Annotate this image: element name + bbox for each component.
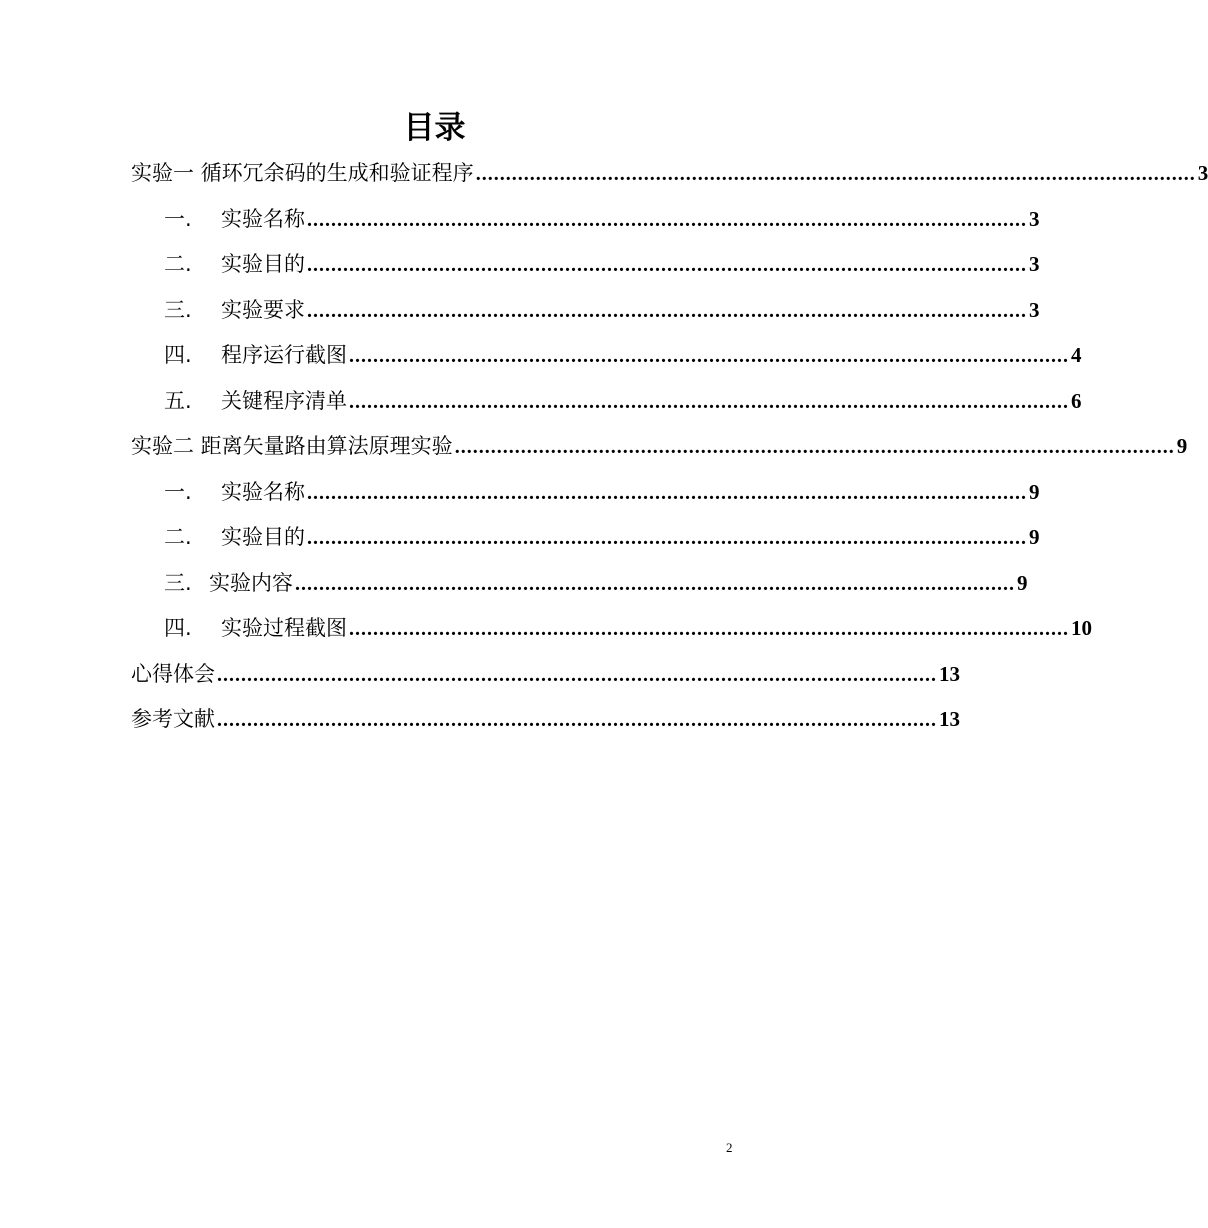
toc-entry[interactable]	[131, 697, 960, 743]
toc-entry-page: 3	[1029, 297, 1040, 322]
toc-leader-dots: ........................................................................................................................	[454, 436, 1175, 458]
toc-entry-text: 关键程序清单	[221, 388, 347, 413]
toc-entry-page: 4	[1071, 343, 1082, 367]
toc-entry[interactable]	[131, 561, 1028, 607]
toc-leader-dots: ........................................................................................................................	[307, 481, 1027, 504]
toc-leader-dots: ........................................................................................................................	[349, 390, 1069, 413]
toc-entry[interactable]	[131, 652, 960, 698]
toc-entry-text: 心得体会	[131, 661, 215, 686]
toc-entry-text: 实验一 循环冗余码的生成和验证程序	[131, 161, 474, 185]
toc-entry-number: 二.	[164, 525, 192, 549]
toc-entry-text: 参考文献	[131, 707, 215, 731]
toc-entry-page: 13	[939, 707, 960, 731]
toc-entry-number: 二.	[164, 252, 192, 276]
toc-entry[interactable]	[131, 333, 1082, 379]
toc-entry[interactable]	[131, 470, 1040, 516]
toc-entry[interactable]	[131, 288, 1040, 334]
toc-leader-dots: ........................................................................................................................	[295, 572, 1015, 595]
toc-entry-page: 10	[1071, 616, 1092, 640]
toc-entry-page: 6	[1071, 388, 1082, 413]
toc-leader-dots: ........................................................................................................................	[217, 663, 937, 686]
toc-entry-page: 13	[939, 661, 960, 686]
toc-entry-text: 实验目的	[221, 252, 305, 276]
toc-entry-number: 三.	[164, 570, 192, 595]
toc-entry-text: 实验目的	[221, 525, 305, 549]
toc-entry-text: 实验过程截图	[221, 616, 347, 640]
toc-entry[interactable]	[131, 515, 1040, 561]
toc-entry-text: 实验名称	[221, 479, 305, 504]
toc-entry-page: 9	[1029, 479, 1040, 504]
toc-entry-page: 9	[1029, 525, 1040, 549]
toc-entry-number: 一.	[164, 479, 192, 504]
toc-entry-text: 实验名称	[221, 206, 305, 231]
toc-entry-page: 9	[1017, 570, 1028, 595]
toc-entry-number: 四.	[164, 343, 192, 367]
toc-entry-number: 三.	[164, 297, 192, 322]
toc-entry[interactable]	[131, 606, 1092, 652]
toc-entry-text: 实验内容	[209, 570, 293, 595]
toc-leader-dots: ........................................................................................................................	[307, 208, 1027, 231]
toc-leader-dots: ........................................................................................................................	[475, 163, 1196, 185]
toc-entry-number: 一.	[164, 206, 192, 231]
toc-entry-number: 五.	[164, 388, 192, 413]
toc-entry-page: 9	[1176, 434, 1188, 458]
toc-entry[interactable]	[131, 197, 1040, 243]
toc-list	[131, 151, 1208, 743]
toc-title: 目录	[403, 110, 466, 146]
toc-leader-dots: ........................................................................................................................	[217, 709, 937, 731]
toc-entry[interactable]	[131, 151, 1208, 197]
toc-entry-page: 3	[1197, 161, 1208, 185]
toc-leader-dots: ........................................................................................................................	[307, 527, 1027, 549]
toc-entry[interactable]	[131, 424, 1188, 470]
toc-leader-dots: ........................................................................................................................	[307, 299, 1027, 322]
toc-entry-text: 实验要求	[221, 297, 305, 322]
toc-entry[interactable]	[131, 379, 1082, 425]
toc-leader-dots: ........................................................................................................................	[349, 618, 1069, 640]
toc-entry-text: 程序运行截图	[221, 343, 347, 367]
toc-entry-text: 实验二 距离矢量路由算法原理实验	[131, 434, 453, 458]
page-number: 2	[726, 1140, 733, 1155]
toc-entry-page: 3	[1029, 206, 1040, 231]
toc-entry-page: 3	[1029, 252, 1040, 276]
toc-entry[interactable]	[131, 242, 1040, 288]
toc-entry-number: 四.	[164, 616, 192, 640]
toc-leader-dots: ........................................................................................................................	[349, 345, 1069, 367]
toc-leader-dots: ........................................................................................................................	[307, 254, 1027, 276]
